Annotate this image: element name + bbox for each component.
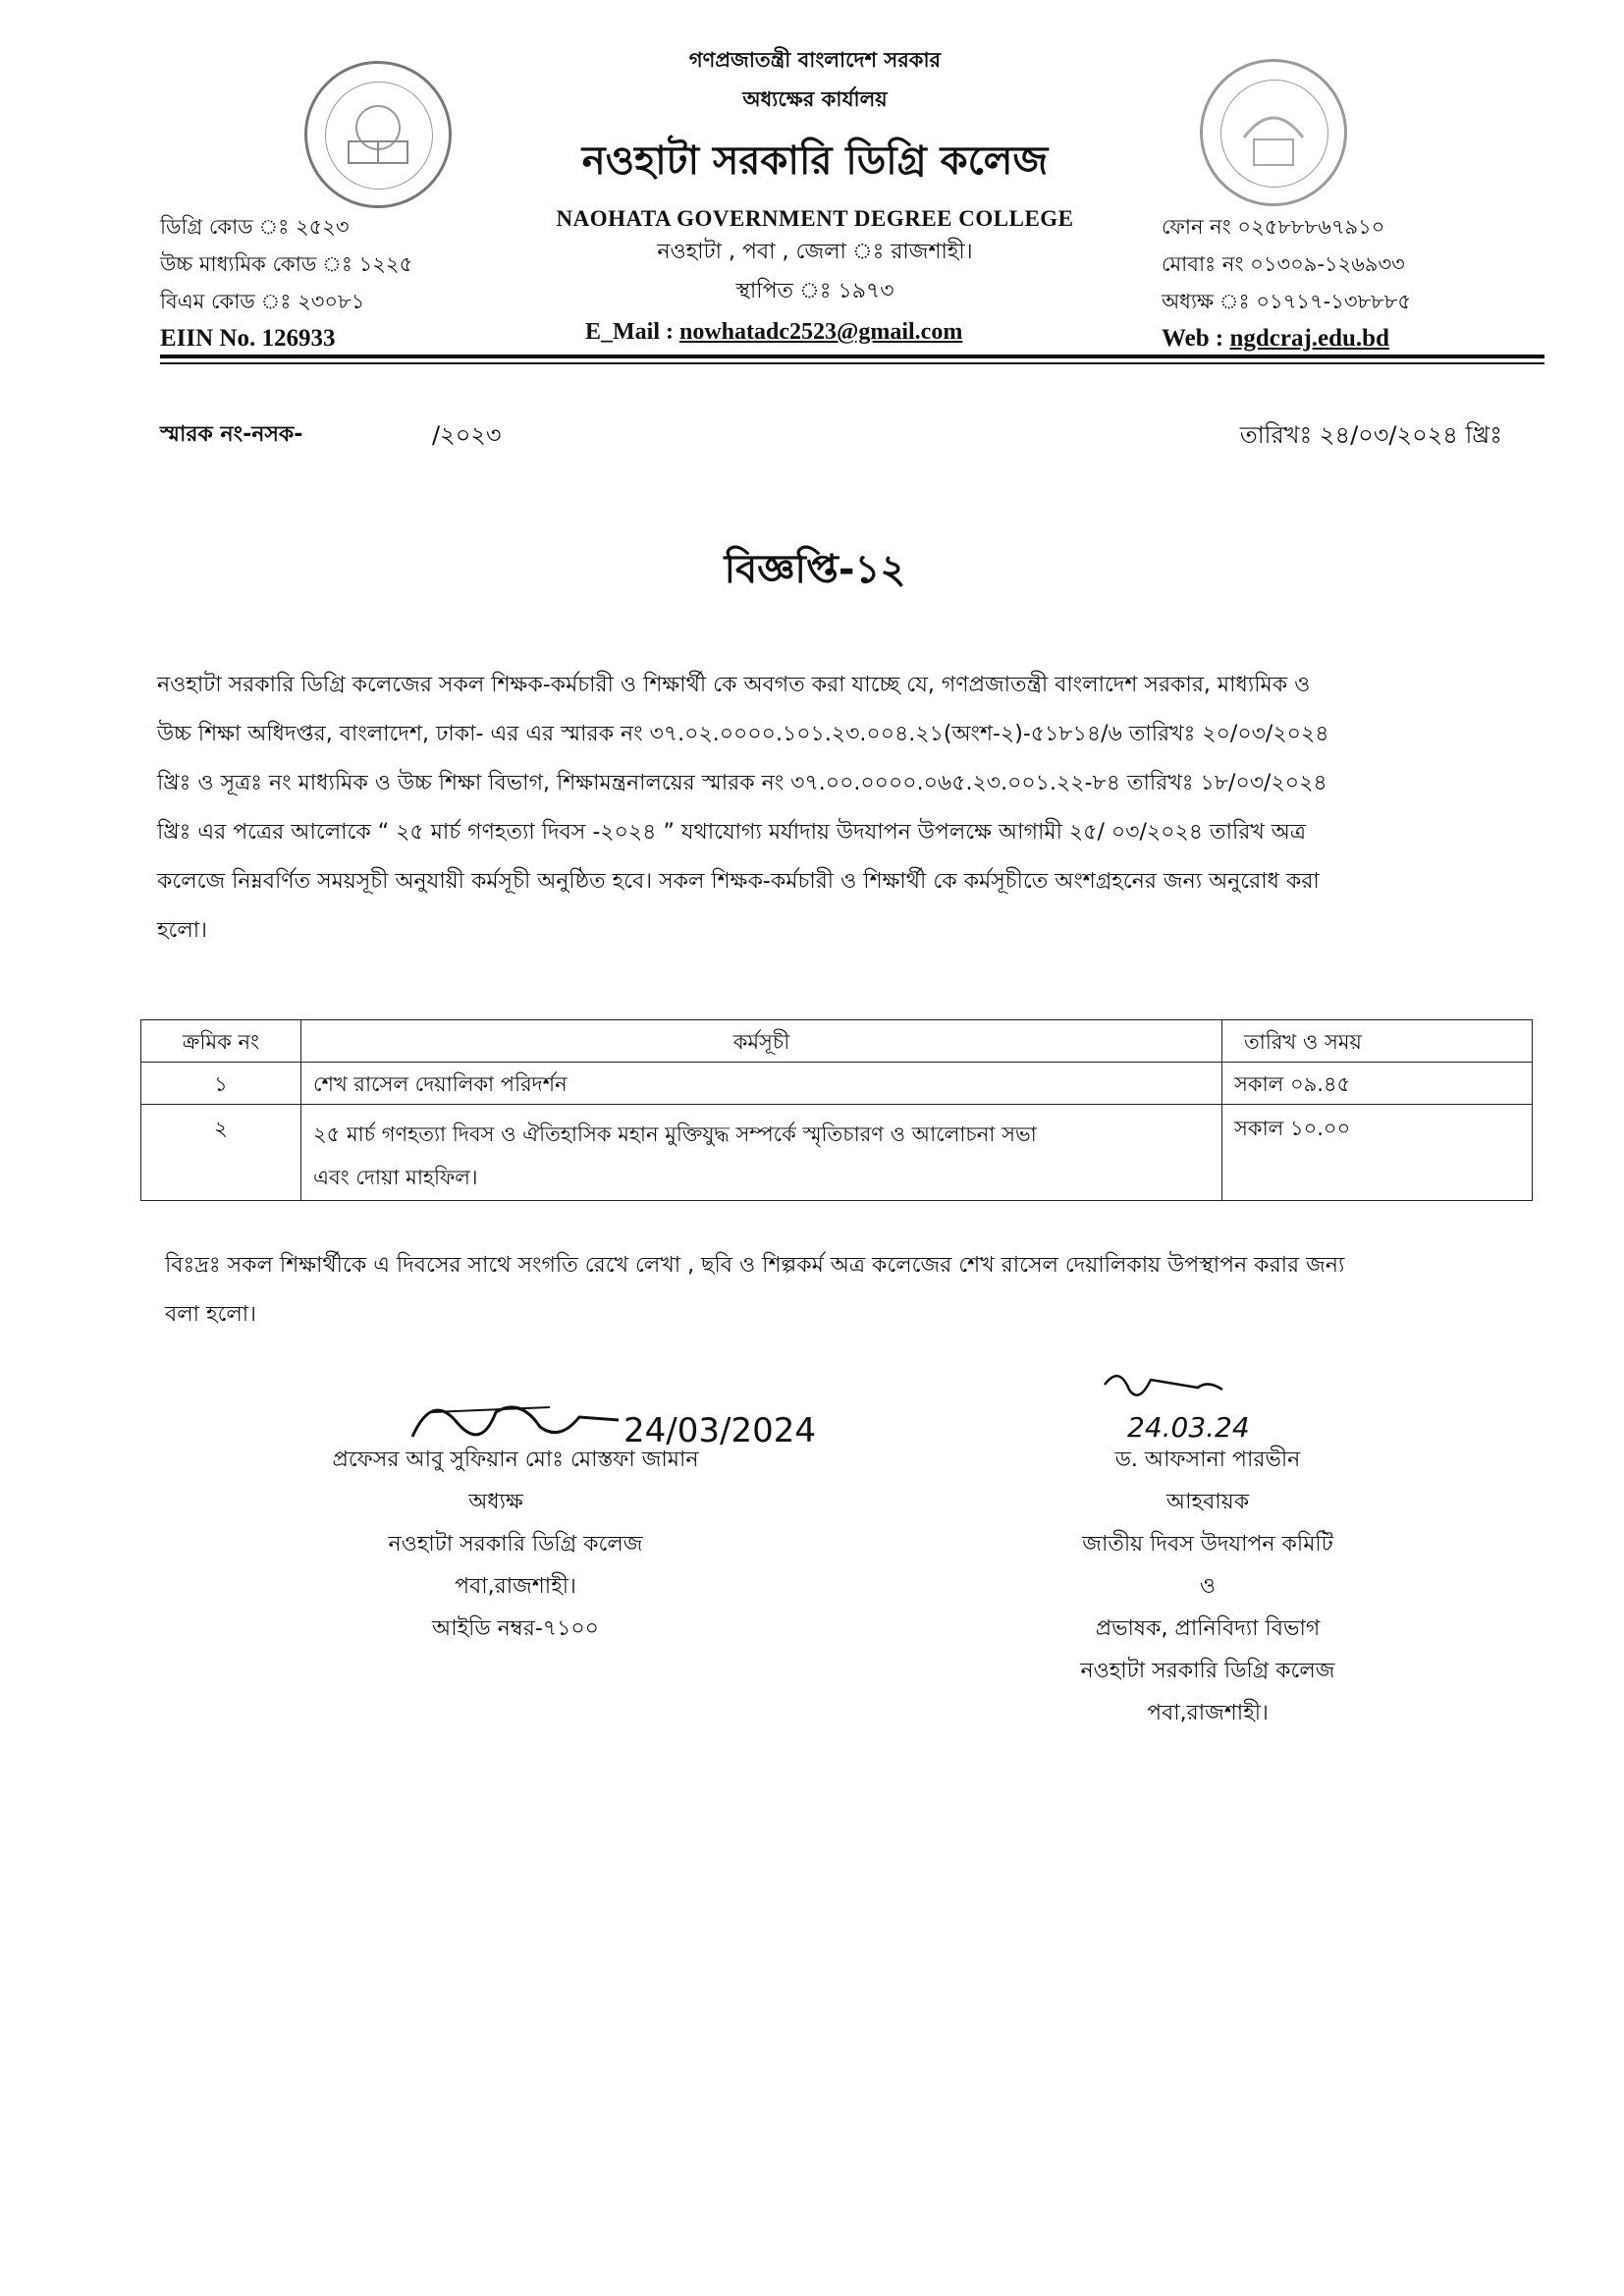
degree-code: ডিগ্রি কোড ঃ ২৫২৩ [160,215,350,239]
convener-institution: নওহাটা সরকারি ডিগ্রি কলেজ [1080,1659,1335,1683]
convener-place: পবা,রাজশাহী। [1147,1701,1269,1725]
body-line: কলেজে নিম্নবর্ণিত সময়সূচী অনুযায়ী কর্মসূচী অনুষ্ঠিত হবে। সকল শিক্ষক-কর্মচারী ও শিক্ষার্থী কে কর্মসূচীতে অংশগ্রহনের জন্য অনুরোধ করা [157,869,1320,894]
body-line: খ্রিঃ এর পত্রের আলোকে “ ২৫ মার্চ গণহত্যা দিবস -২০২৪ ” যথাযোগ্য মর্যাদায় উদযাপন উপলক্ষে আগামী ২৫/ ০৩/২০২৪ তারিখ অত্র [157,820,1307,845]
table-row [141,1063,1533,1105]
office-line: অধ্যক্ষের কার্যালয় [742,87,888,111]
web-link[interactable]: ngdcraj.edu.bd [1229,325,1389,352]
row-time: সকাল ০৯.৪৫ [1222,1063,1533,1105]
principal-signature-block [250,1439,781,1650]
header-left-codes [160,208,514,357]
principal-designation: অধ্যক্ষ [468,1490,523,1514]
web-label: Web : [1162,325,1224,352]
bm-code: বিএম কোড ঃ ২৩০৮১ [160,290,365,313]
principal-id: আইডি নম্বর-৭১০০ [432,1616,599,1641]
college-seal-left-logo [304,61,452,208]
header-divider-thin [160,362,1544,364]
college-name-bengali: নওহাটা সরকারি ডিগ্রি কলেজ [581,138,1049,184]
conjunction: ও [1199,1574,1217,1599]
row-program: ২৫ মার্চ গণহত্যা দিবস ও ঐতিহাসিক মহান মুক্তিযুদ্ধ সম্পর্কে স্মৃতিচারণ ও আলোচনা সভা [313,1122,1037,1146]
convener-signature-date: 24.03.24 [1127,1411,1250,1444]
memo-reference: স্মারক নং-নসক- [160,422,303,447]
principal-signature-date: 24/03/2024 [623,1411,816,1450]
convener-signature-block [982,1439,1434,1734]
table-row [141,1105,1533,1201]
web-line [1162,320,1495,357]
established-year: স্থাপিত ঃ ১৯৭৩ [735,279,894,303]
mobile-number: মোবাঃ নং ০১৩০৯-১২৬৯৩৩ [1162,252,1405,276]
principal-institution: নওহাটা সরকারি ডিগ্রি কলেজ [388,1532,643,1557]
convener-department: প্রভাষক, প্রানিবিদ্যা বিভাগ [1095,1616,1321,1641]
memo-year: /২০২৩ [432,421,502,449]
body-line: নওহাটা সরকারি ডিগ্রি কলেজের সকল শিক্ষক-কর্মচারী ও শিক্ষার্থী কে অবগত করা যাচ্ছে যে, গণপ্রজাতন্ত্রী বাংলাদেশ সরকার, মাধ্যমিক ও [157,673,1311,697]
body-line: উচ্চ শিক্ষা অধিদপ্তর, বাংলাদেশ, ঢাকা- এর এর স্মারক নং ৩৭.০২.০০০০.১০১.২৩.০০৪.২১(অংশ-২)-৫১৮১৪/৬ তারিখঃ ২০/০৩/২০২৪ [157,722,1329,746]
convener-signature-image [1090,1360,1306,1449]
principal-place: পবা,রাজশাহী। [455,1574,576,1599]
notice-title: বিজ্ঞপ্তি-১২ [724,547,906,592]
phone-number: ফোন নং ০২৫৮৮৮৬৭৯১০ [1162,215,1385,239]
memo-date: তারিখঃ ২৪/০৩/২০২৪ খ্রিঃ [1239,421,1502,449]
note-line: বিঃদ্রঃ সকল শিক্ষার্থীকে এ দিবসের সাথে সংগতি রেখে লেখা , ছবি ও শিল্পকর্ম অত্র কলেজের শেখ রাসেল দেয়ালিকায় উপস্থাপন করার জন্য [165,1253,1345,1278]
col-header-program: কর্মসূচী [301,1020,1222,1063]
note-line: বলা হলো। [165,1302,257,1327]
body-line: হলো। [157,918,208,943]
row-time: সকাল ১০.০০ [1222,1105,1533,1201]
row-program: শেখ রাসেল দেয়ালিকা পরিদর্শন [301,1063,1222,1105]
convener-name: ড. আফসানা পারভীন [1114,1448,1301,1472]
row-program-cell [301,1105,1222,1201]
program-table [140,1019,1533,1201]
table-header-row [141,1020,1533,1063]
row-program-line2: এবং দোয়া মাহফিল। [313,1166,478,1189]
email-label: E_Mail : [585,319,674,345]
college-seal-right-logo [1200,59,1347,206]
header-right-contacts [1162,208,1495,357]
email-link[interactable]: nowhatadc2523@gmail.com [679,319,963,345]
notice-body [157,661,1534,956]
college-name-english: NAOHATA GOVERNMENT DEGREE COLLEGE [556,206,1074,231]
eiin-number: EIIN No. 126933 [160,325,336,352]
principal-name: প্রফেসর আবু সুফিয়ান মোঃ মোস্তফা জামান [332,1448,699,1472]
row-serial: ১ [141,1063,301,1105]
hsc-code: উচ্চ মাধ্যমিক কোড ঃ ১২২৫ [160,252,413,276]
convener-designation: আহবায়ক [1165,1490,1250,1514]
header-divider-thick [160,355,1544,358]
col-header-serial: ক্রমিক নং [141,1020,301,1063]
college-address: নওহাটা , পবা , জেলা ঃ রাজশাহী। [657,240,973,264]
col-header-time: তারিখ ও সময় [1222,1020,1533,1063]
body-line: খ্রিঃ ও সূত্রঃ নং মাধ্যমিক ও উচ্চ শিক্ষা বিভাগ, শিক্ষামন্ত্রনালয়ের স্মারক নং ৩৭.০০.০০০০.০৬৫.২৩.০০১.২২-৮৪ তারিখঃ ১৮/০৩/২০২৪ [157,771,1327,795]
row-serial: ২ [141,1105,301,1201]
note-section [165,1241,1532,1339]
email-line [585,319,1096,346]
committee-name: জাতীয় দিবস উদযাপন কমিটি [1082,1532,1333,1557]
principal-phone: অধ্যক্ষ ঃ ০১৭১৭-১৩৮৮৮৫ [1162,290,1411,313]
govt-line: গণপ্রজাতন্ত্রী বাংলাদেশ সরকার [688,48,942,72]
